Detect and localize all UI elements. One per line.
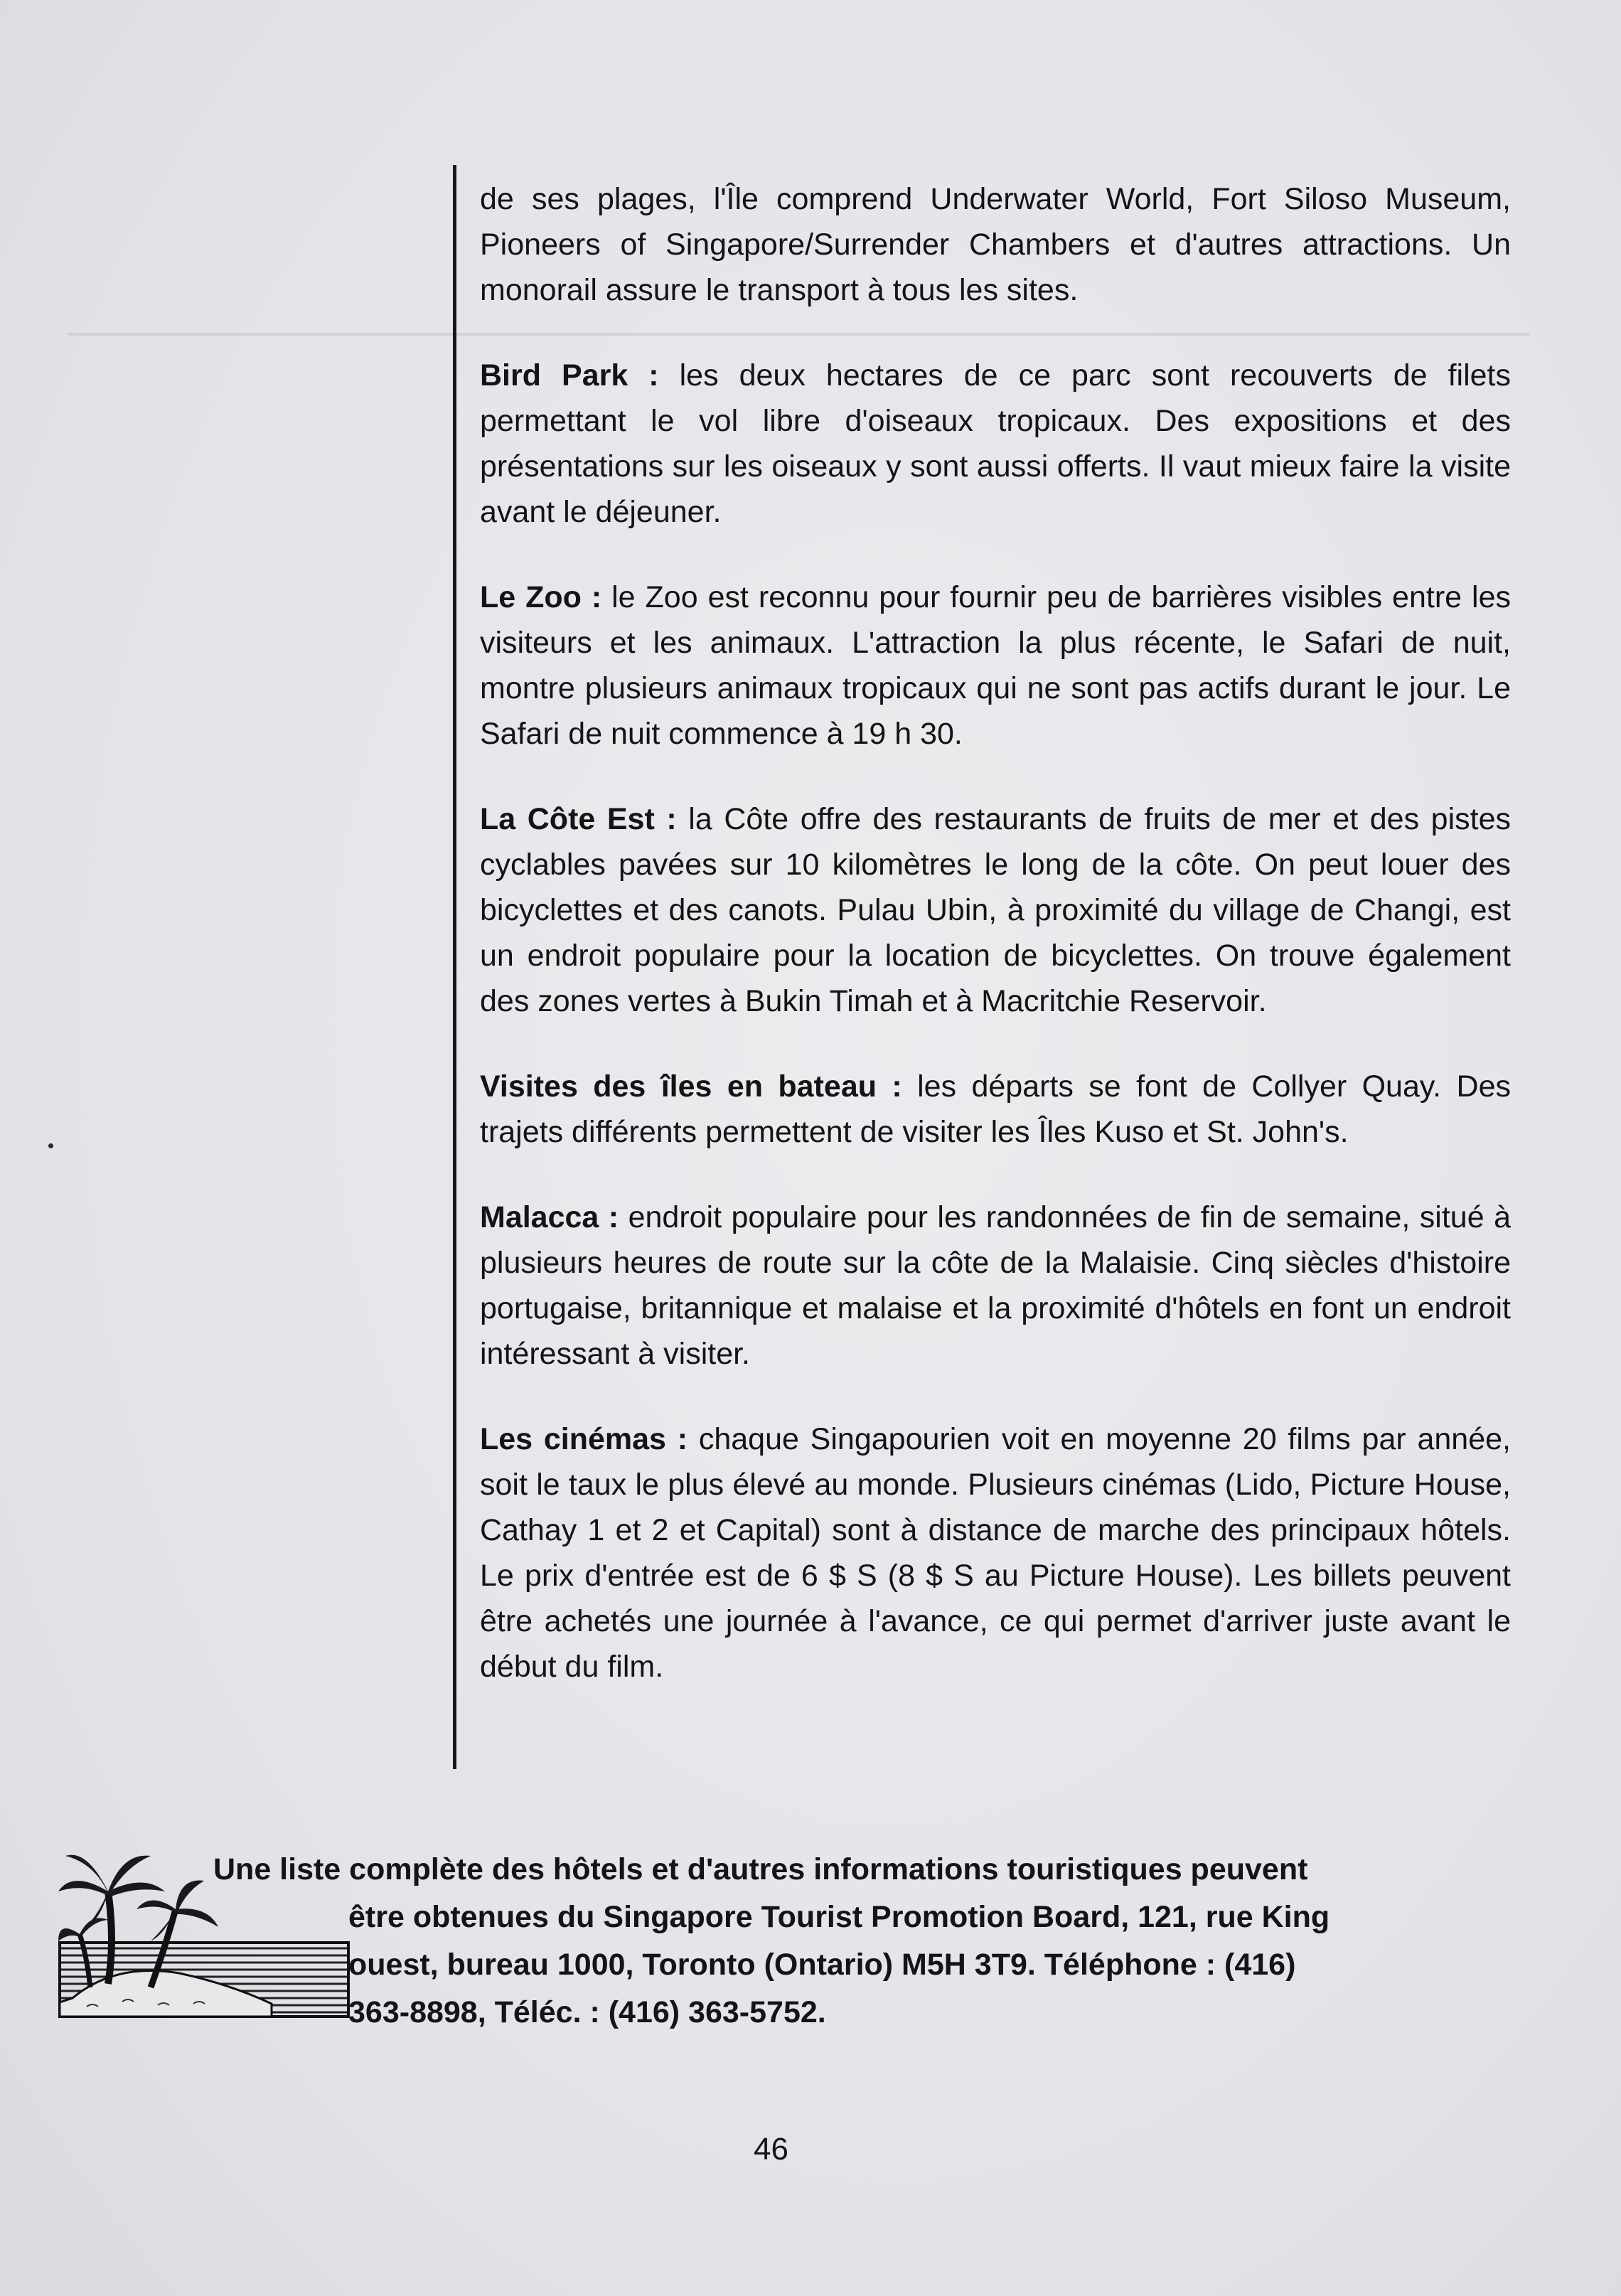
zoo-heading: Le Zoo : bbox=[480, 580, 602, 614]
bird-park-paragraph bbox=[480, 353, 1511, 535]
east-coast-heading: La Côte Est : bbox=[480, 802, 677, 836]
note-line-3: ouest, bureau 1000, Toronto (Ontario) M5H 3T9. Téléphone : (416) bbox=[348, 1948, 1296, 1982]
malacca-heading: Malacca : bbox=[480, 1200, 619, 1234]
boat-tours-heading: Visites des îles en bateau : bbox=[480, 1069, 902, 1104]
zoo-paragraph bbox=[480, 575, 1511, 757]
bird-park-text: les deux hectares de ce parc sont recouverts de filets permettant le vol libre d'oiseaux tropicaux. Des expositions et des présentations sur les oiseaux y sont aussi offerts. Il vaut mieux faire la visite avant le déjeuner. bbox=[480, 358, 1511, 529]
malacca-paragraph bbox=[480, 1195, 1511, 1377]
note-line-1: Une liste complète des hôtels et d'autres informations touristiques peuvent bbox=[213, 1852, 1308, 1886]
malacca-text: endroit populaire pour les randonnées de fin de semaine, situé à plusieurs heures de route sur la côte de la Malaisie. Cinq siècles d'histoire portugaise, britannique et malaise et la proximité d'hôtels en font un endroit intéressant à visiter. bbox=[480, 1200, 1512, 1371]
stray-dot bbox=[48, 1143, 53, 1148]
boat-tours-paragraph bbox=[480, 1064, 1511, 1155]
main-text-column bbox=[480, 176, 1511, 1729]
east-coast-text: la Côte offre des restaurants de fruits de mer et des pistes cyclables pavées sur 10 kilomètres le long de la côte. On peut louer des bicyclettes et des canots. Pulau Ubin, à proximité du village de Changi, est un endroit populaire pour la location de bicyclettes. On trouve également des zones vertes à Bukin Timah et à Macritchie Reservoir. bbox=[480, 802, 1511, 1018]
boat-tours-text: les départs se font de Collyer Quay. Des trajets différents permettent de visiter les Îles Kuso et St. John's. bbox=[480, 1069, 1511, 1149]
margin-rule bbox=[453, 165, 456, 1769]
note-line-2: être obtenues du Singapore Tourist Promotion Board, 121, rue King bbox=[348, 1900, 1330, 1934]
cinemas-heading: Les cinémas : bbox=[480, 1422, 688, 1456]
east-coast-paragraph bbox=[480, 796, 1511, 1024]
cinemas-text: chaque Singapourien voit en moyenne 20 films par année, soit le taux le plus élevé au monde. Plusieurs cinémas (Lido, Picture House, Cathay 1 et 2 et Capital) sont à distance de marche des principaux hôtels. Le prix d'entrée est de 6 $ S (8 $ S au Picture House). Les billets peuvent être achetés une journée à l'avance, ce qui permet d'arriver juste avant le début du film. bbox=[480, 1422, 1511, 1684]
intro-paragraph: de ses plages, l'Île comprend Underwater World, Fort Siloso Museum, Pioneers of Singapore/Surrender Chambers et d'autres attractions. Un monorail assure le transport à tous les sites. bbox=[480, 182, 1511, 307]
bird-park-heading: Bird Park : bbox=[480, 358, 659, 393]
note-line-4: 363-8898, Téléc. : (416) 363-5752. bbox=[348, 1995, 826, 2029]
cinemas-paragraph bbox=[480, 1416, 1511, 1689]
zoo-text: le Zoo est reconnu pour fournir peu de barrières visibles entre les visiteurs et les animaux. L'attraction la plus récente, le Safari de nuit, montre plusieurs animaux tropicaux qui ne sont pas actifs durant le jour. Le Safari de nuit commence à 19 h 30. bbox=[480, 580, 1511, 751]
tourist-board-note bbox=[213, 1846, 1507, 2036]
page-number: 46 bbox=[754, 2132, 788, 2167]
